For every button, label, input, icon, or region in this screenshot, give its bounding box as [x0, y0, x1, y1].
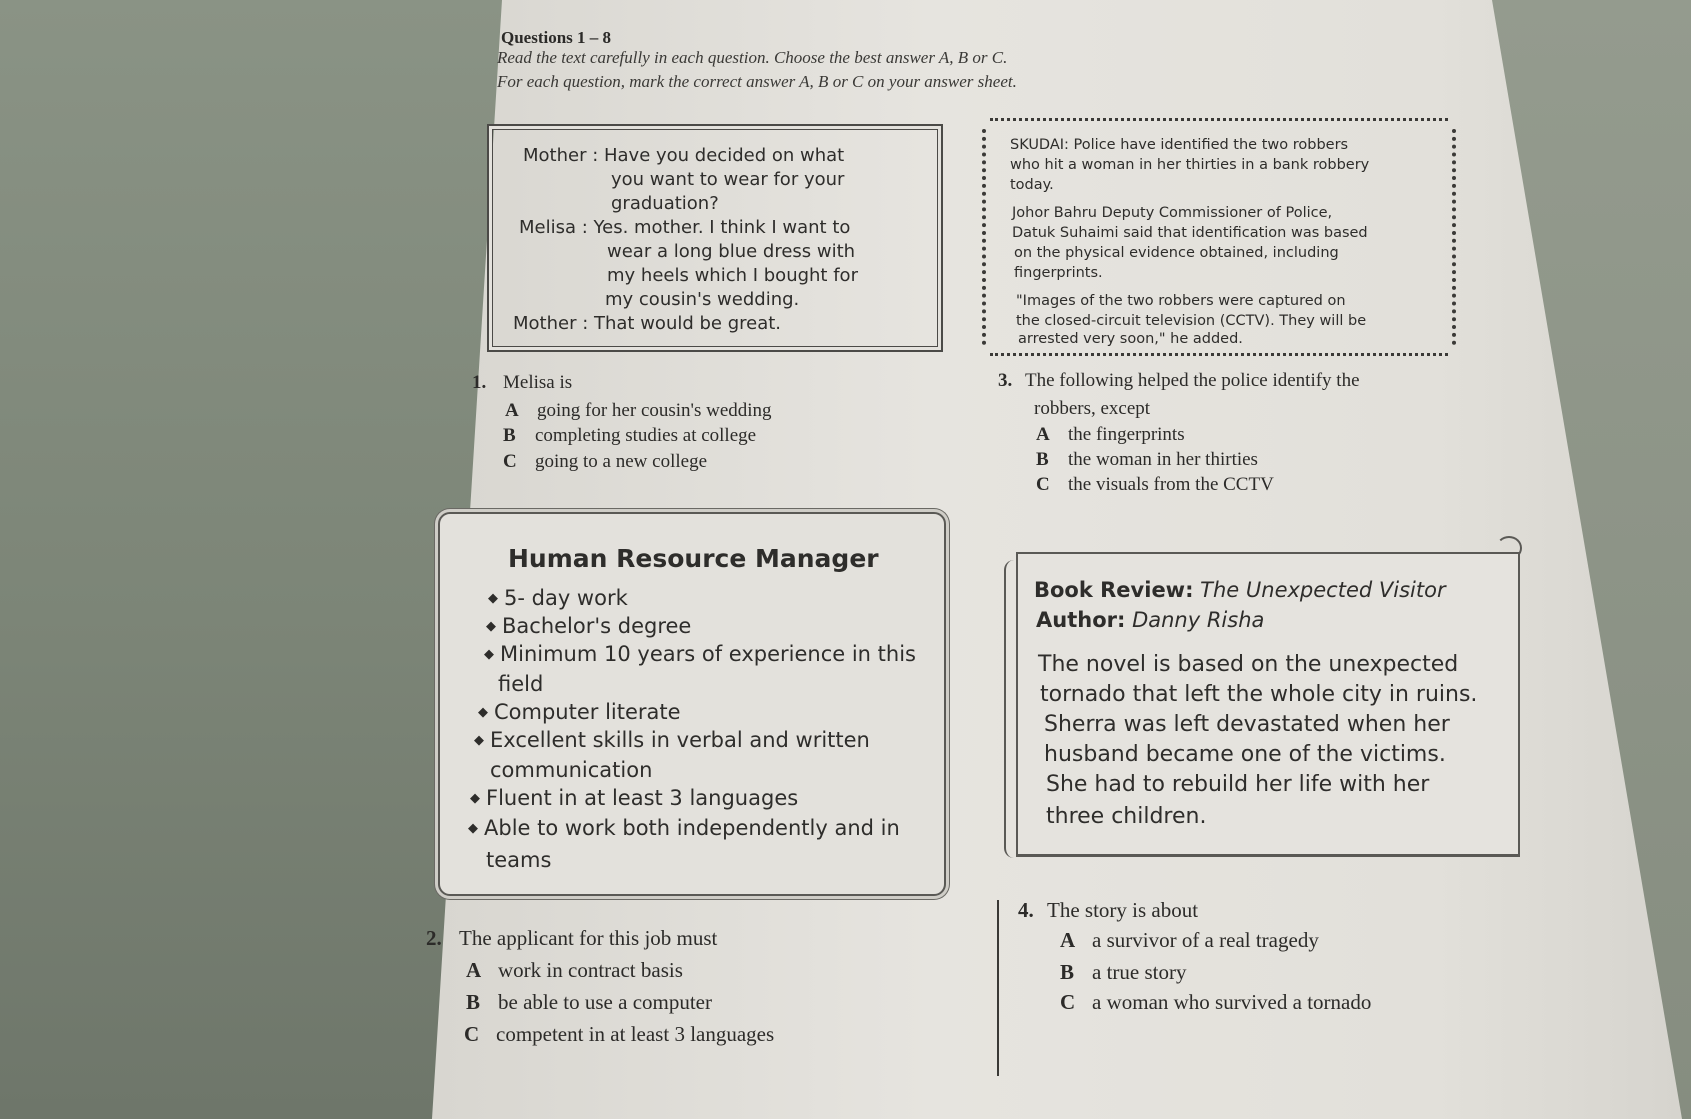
news-line: Datuk Suhaimi said that identification was based [1012, 225, 1368, 241]
review-line: husband became one of the victims. [1044, 742, 1446, 767]
news-line: "Images of the two robbers were captured on [1016, 293, 1346, 309]
option-letter: C [503, 451, 517, 472]
question-number: 1. [472, 372, 487, 393]
option-text: going to a new college [535, 451, 708, 472]
question-3-stem-line-2: robbers, except [1034, 398, 1151, 419]
option-letter: A [1060, 928, 1076, 952]
option-text: going for her cousin's wedding [537, 400, 772, 421]
dialogue-line: you want to wear for your [611, 169, 845, 190]
dialogue-line: Mother : Have you decided on what [523, 145, 845, 166]
q1-option-c[interactable] [503, 451, 707, 473]
job-requirement: ◆ Computer literate [478, 700, 681, 724]
option-text: a woman who survived a tornado [1092, 990, 1372, 1014]
question-number: 2. [426, 926, 442, 950]
diamond-bullet-icon: ◆ [488, 591, 498, 606]
diamond-bullet-icon: ◆ [478, 705, 488, 720]
option-text: competent in at least 3 languages [496, 1022, 775, 1046]
option-letter: A [466, 958, 482, 982]
q4-option-b[interactable] [1060, 960, 1186, 985]
option-letter: B [1060, 960, 1075, 984]
job-requirement: ◆ Able to work both independently and in [468, 816, 900, 840]
column-divider [997, 900, 999, 1076]
option-letter: C [464, 1022, 480, 1046]
job-requirement: ◆ Excellent skills in verbal and written [474, 728, 870, 752]
diamond-bullet-icon: ◆ [470, 791, 480, 806]
news-article-box [990, 118, 1448, 356]
option-text: the fingerprints [1068, 424, 1185, 445]
option-letter: A [1036, 424, 1050, 445]
q1-option-b[interactable] [503, 425, 756, 447]
option-text: a true story [1092, 960, 1187, 984]
job-requirement: ◆ Fluent in at least 3 languages [470, 786, 799, 810]
job-requirement: ◆ Minimum 10 years of experience in this [484, 642, 916, 666]
question-number: 4. [1018, 898, 1034, 922]
job-requirement-cont: teams [486, 848, 552, 872]
option-letter: C [1060, 990, 1076, 1014]
dialogue-line: graduation? [611, 193, 719, 214]
question-stem: The applicant for this job must [459, 926, 718, 950]
option-text: completing studies at college [535, 425, 757, 446]
option-letter: A [505, 400, 519, 421]
dialogue-line: my cousin's wedding. [605, 289, 800, 310]
job-advertisement-box [438, 512, 946, 896]
news-line: the closed-circuit television (CCTV). They will be [1016, 313, 1367, 329]
question-stem: Melisa is [503, 372, 573, 393]
section-title: Questions 1 – 8 [501, 28, 612, 47]
question-3 [998, 370, 1360, 392]
diamond-bullet-icon: ◆ [486, 619, 496, 634]
q3-option-b[interactable] [1036, 449, 1258, 471]
review-line: The novel is based on the unexpected [1038, 652, 1459, 677]
q2-option-c[interactable] [464, 1022, 774, 1047]
book-review-heading: Book Review: The Unexpected Visitor [1034, 578, 1446, 602]
news-line: on the physical evidence obtained, including [1014, 245, 1339, 261]
option-text: a survivor of a real tragedy [1092, 928, 1319, 952]
option-letter: B [503, 425, 516, 446]
news-line: today. [1010, 177, 1054, 193]
dialogue-line: Mother : That would be great. [513, 313, 782, 334]
question-4 [1018, 898, 1198, 923]
dialogue-line: Melisa : Yes. mother. I think I want to [519, 217, 851, 238]
news-line: Johor Bahru Deputy Commissioner of Police, [1012, 205, 1333, 221]
news-line: arrested very soon," he added. [1018, 331, 1243, 347]
news-line: SKUDAI: Police have identified the two robbers [1010, 137, 1349, 153]
q3-option-c[interactable] [1036, 474, 1274, 496]
job-requirement: ◆ 5- day work [488, 586, 628, 610]
book-author: Author: Danny Risha [1036, 608, 1265, 632]
review-line: She had to rebuild her life with her [1046, 772, 1430, 797]
option-letter: B [466, 990, 481, 1014]
question-stem: The following helped the police identify the [1025, 370, 1360, 391]
question-1 [472, 372, 572, 394]
review-line: Sherra was left devastated when her [1044, 712, 1450, 737]
q1-option-a[interactable] [505, 400, 772, 422]
diamond-bullet-icon: ◆ [468, 821, 478, 836]
instruction-line-1: Read the text carefully in each question. Choose the best answer A, B or C. [497, 48, 1008, 67]
book-review-box [1016, 552, 1520, 857]
option-letter: B [1036, 449, 1049, 470]
review-line: tornado that left the whole city in ruins. [1040, 682, 1478, 707]
option-text: the visuals from the CCTV [1068, 474, 1274, 495]
q2-option-a[interactable] [466, 958, 683, 983]
question-number: 3. [998, 370, 1013, 391]
job-requirement-cont: field [498, 672, 544, 696]
question-stem: The story is about [1047, 898, 1199, 922]
option-text: be able to use a computer [498, 990, 712, 1014]
dialogue-line: wear a long blue dress with [607, 241, 856, 262]
job-requirement: ◆ Bachelor's degree [486, 614, 692, 638]
q2-option-b[interactable] [466, 990, 712, 1015]
review-line: three children. [1046, 804, 1207, 829]
news-line: who hit a woman in her thirties in a bank robbery [1010, 157, 1370, 173]
option-text: the woman in her thirties [1068, 449, 1258, 470]
job-title: Human Resource Manager [508, 544, 879, 573]
diamond-bullet-icon: ◆ [474, 733, 484, 748]
news-line: fingerprints. [1014, 265, 1103, 281]
q4-option-c[interactable] [1060, 990, 1371, 1015]
job-requirement-cont: communication [490, 758, 653, 782]
q3-option-a[interactable] [1036, 424, 1185, 446]
q4-option-a[interactable] [1060, 928, 1319, 953]
option-letter: C [1036, 474, 1050, 495]
instruction-line-2: For each question, mark the correct answer A, B or C on your answer sheet. [497, 72, 1017, 91]
option-text: work in contract basis [498, 958, 683, 982]
dialogue-box [487, 124, 943, 352]
dialogue-line: my heels which I bought for [607, 265, 858, 286]
diamond-bullet-icon: ◆ [484, 647, 494, 662]
question-2 [426, 926, 717, 951]
